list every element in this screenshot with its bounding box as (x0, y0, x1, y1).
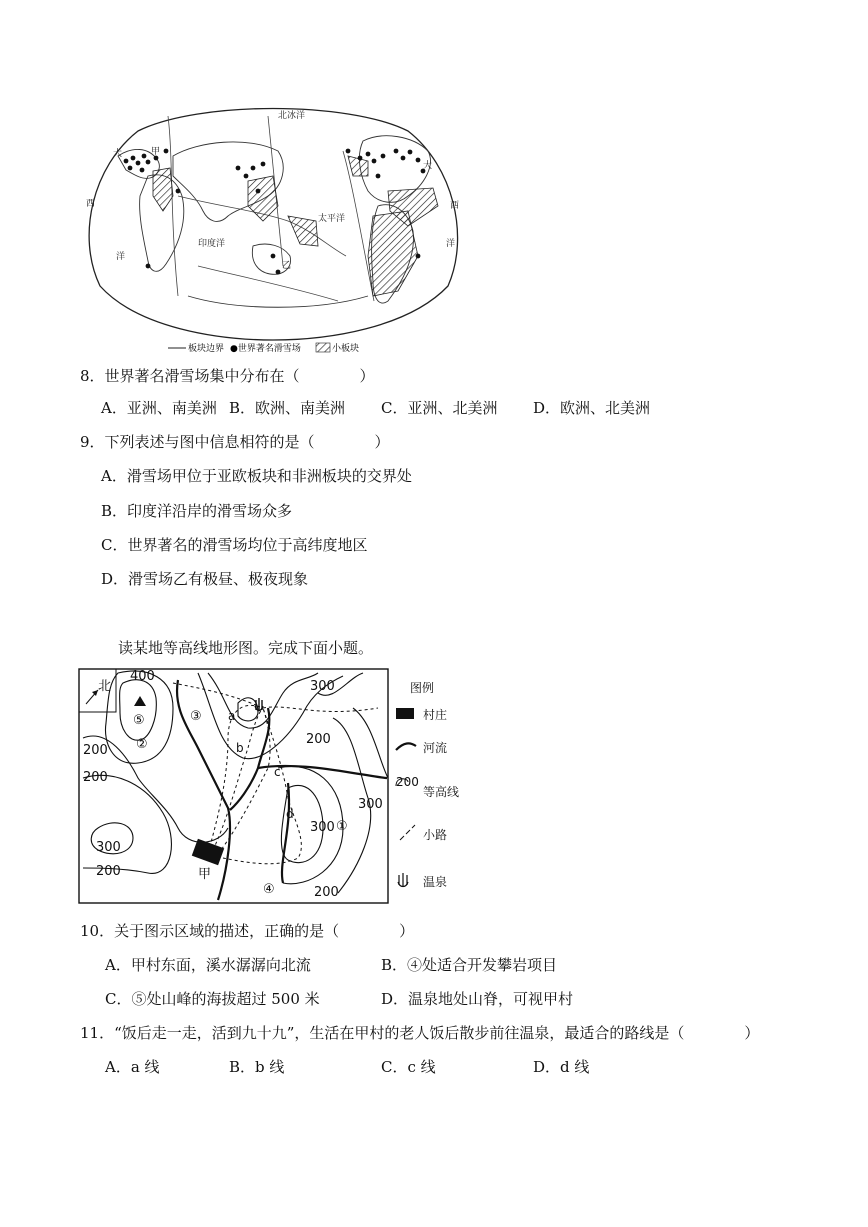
contour-label-300-left: 300 (96, 840, 121, 855)
route-b: b (236, 741, 244, 755)
contour-map-frame (79, 669, 388, 903)
legend-boundary: 板块边界 (188, 344, 225, 354)
q9-option-c: C．世界著名的滑雪场均位于高纬度地区 (101, 536, 368, 554)
q8-option-b: B．欧洲、南美洲 (229, 399, 346, 417)
legend-title: 图例 (410, 681, 435, 695)
section-intro: 读某地等高线地形图。完成下面小题。 (118, 639, 374, 657)
label-atlantic-w2: 洋 (116, 252, 126, 262)
legend-river: 河流 (423, 741, 448, 755)
point-4: ④ (263, 882, 275, 897)
village-name: 甲 (198, 867, 212, 882)
label-atlantic-e3: 洋 (446, 239, 456, 249)
legend-hotspring-icon (398, 873, 408, 887)
q8-option-a: A．亚洲、南美洲 (101, 399, 217, 417)
q11-option-c: C．c 线 (381, 1058, 436, 1076)
q10-option-b: B．④处适合开发攀岩项目 (381, 956, 558, 974)
label-arctic: 北冰洋 (278, 111, 306, 121)
q11-option-a: A．a 线 (105, 1058, 160, 1076)
contour-label-300-right: 300 (358, 797, 383, 812)
point-2: ② (136, 737, 148, 752)
q8-option-d: D．欧洲、北美洲 (533, 399, 651, 417)
legend-hotspring: 温泉 (423, 875, 448, 889)
route-c: c (274, 765, 281, 779)
plate-philippine (248, 176, 278, 221)
q10-stem: 10．关于图示区域的描述，正确的是（ ） (80, 922, 415, 940)
label-pacific: 太平洋 (318, 214, 346, 224)
label-indian: 印度洋 (198, 239, 226, 249)
q11-stem: 11．“饭后走一走，活到九十九”，生活在甲村的老人饭后散步前往温泉，最适合的路线是（ ） (80, 1024, 760, 1042)
plate-arabian (153, 168, 173, 211)
legend-river-icon (396, 743, 416, 750)
plate-solomon (288, 216, 318, 246)
legend-path-icon (400, 825, 415, 840)
legend-contour-value: 200 (396, 775, 419, 789)
q10-option-c: C．⑤处山峰的海拔超过 500 米 (105, 990, 320, 1008)
label-station-yi: 乙 (282, 261, 292, 271)
route-a: a (228, 709, 236, 723)
q9-option-a: A．滑雪场甲位于亚欧板块和非洲板块的交界处 (101, 467, 412, 485)
q11-option-b: B．b 线 (229, 1058, 285, 1076)
label-atlantic-top-left: 大 (113, 149, 123, 159)
point-3: ③ (190, 709, 202, 724)
north-label: 北 (98, 679, 112, 694)
contour-map-legend (396, 680, 459, 889)
q10-option-d: D．温泉地处山脊，可视甲村 (381, 990, 574, 1008)
contour-label-300-inner: 300 (310, 820, 335, 835)
point-5: ⑤ (133, 713, 145, 728)
contour-label-200-bottom-left: 200 (96, 864, 121, 879)
contour-label-200-left2: 200 (83, 770, 108, 785)
label-atlantic-w1: 西 (86, 199, 96, 209)
contour-label-200-mid: 200 (306, 732, 331, 747)
legend-ski: ●世界著名滑雪场 (230, 344, 301, 354)
legend-plate: 小板块 (332, 344, 360, 354)
plate-nazca (368, 211, 418, 296)
q8-option-c: C．亚洲、北美洲 (381, 399, 498, 417)
contour-label-300-top: 300 (310, 679, 335, 694)
contour-label-200-bottom: 200 (314, 885, 339, 900)
q10-option-a: A．甲村东面，溪水潺潺向北流 (105, 956, 311, 974)
point-1: ① (336, 819, 348, 834)
label-atlantic-e2: 西 (450, 201, 460, 211)
world-map-legend (168, 342, 359, 354)
legend-contour: 等高线 (423, 785, 460, 799)
q8-stem: 8．世界著名滑雪场集中分布在（ ） (80, 367, 375, 385)
label-station-jia: 甲 (151, 147, 161, 157)
q9-stem: 9．下列表述与图中信息相符的是（ ） (80, 433, 390, 451)
legend-village: 村庄 (423, 708, 448, 722)
label-atlantic-e1: 大 (423, 161, 433, 171)
q9-option-b: B．印度洋沿岸的滑雪场众多 (101, 502, 293, 520)
contour-label-400: 400 (130, 669, 155, 684)
legend-path: 小路 (423, 828, 448, 842)
q11-option-d: D．d 线 (533, 1058, 590, 1076)
world-map-figure (78, 96, 468, 358)
contour-label-200-left: 200 (83, 743, 108, 758)
legend-village-icon (396, 708, 414, 719)
contour-map-figure (78, 668, 478, 908)
q9-option-d: D．滑雪场乙有极昼、极夜现象 (101, 570, 309, 588)
route-d: d (286, 807, 294, 821)
